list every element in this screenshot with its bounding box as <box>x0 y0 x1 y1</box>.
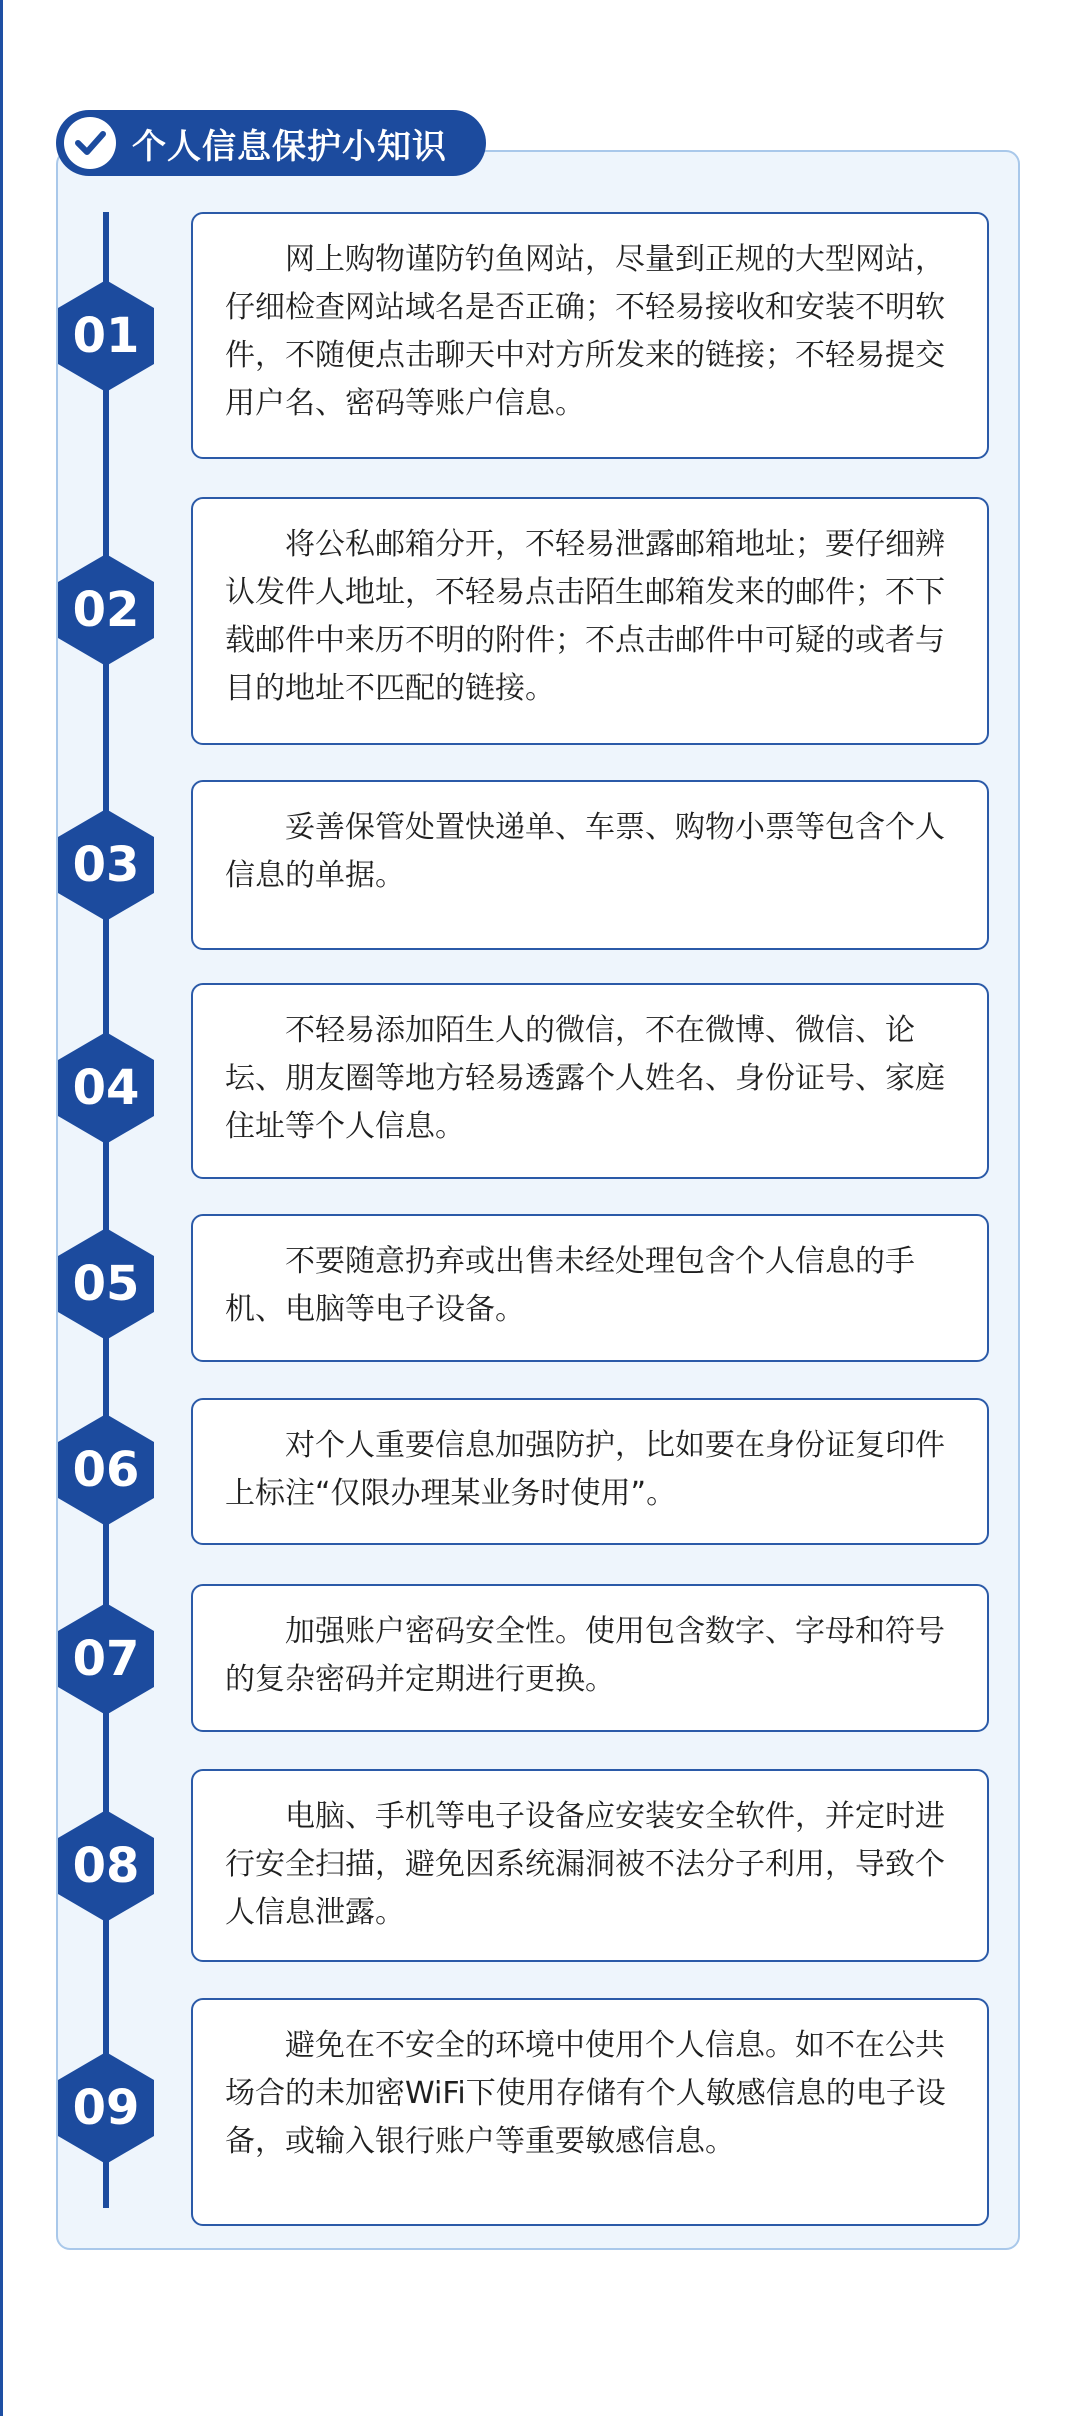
tip-text: 不轻易添加陌生人的微信，不在微博、微信、论坛、朋友圈等地方轻易透露个人姓名、身份证号、家庭住址等个人信息。 <box>225 1013 945 1144</box>
tip-text: 不要随意扔弃或出售未经处理包含个人信息的手机、电脑等电子设备。 <box>225 1244 915 1327</box>
item-number-badge <box>56 1030 156 1146</box>
page-left-edge-stripe <box>0 0 3 2416</box>
item-number-badge <box>56 807 156 923</box>
item-number-badge <box>56 1601 156 1717</box>
item-number: 02 <box>72 582 140 638</box>
tip-text: 将公私邮箱分开，不轻易泄露邮箱地址；要仔细辨认发件人地址，不轻易点击陌生邮箱发来的邮件；不下载邮件中来历不明的附件；不点击邮件中可疑的或者与目的地址不匹配的链接。 <box>225 527 945 706</box>
item-number-badge <box>56 1226 156 1342</box>
item-number-badge <box>56 1808 156 1924</box>
tip-card <box>191 1769 989 1962</box>
tip-text: 电脑、手机等电子设备应安装安全软件，并定时进行安全扫描，避免因系统漏洞被不法分子利用，导致个人信息泄露。 <box>225 1799 945 1930</box>
checkmark-icon <box>64 117 116 169</box>
tip-text: 加强账户密码安全性。使用包含数字、字母和符号的复杂密码并定期进行更换。 <box>225 1614 945 1697</box>
page-title: 个人信息保护小知识 <box>132 126 447 167</box>
tip-card <box>191 780 989 950</box>
item-number-badge <box>56 552 156 668</box>
item-number-badge <box>56 1412 156 1528</box>
item-number: 04 <box>72 1060 140 1116</box>
item-number: 06 <box>72 1442 140 1498</box>
tip-card <box>191 1214 989 1362</box>
tip-card <box>191 1998 989 2226</box>
item-number: 08 <box>72 1838 140 1894</box>
item-number: 09 <box>72 2080 140 2136</box>
tip-card <box>191 1398 989 1545</box>
tip-text: 妥善保管处置快递单、车票、购物小票等包含个人信息的单据。 <box>225 810 945 893</box>
tip-text: 对个人重要信息加强防护，比如要在身份证复印件上标注“仅限办理某业务时使用”。 <box>225 1428 945 1511</box>
tip-text: 网上购物谨防钓鱼网站，尽量到正规的大型网站，仔细检查网站域名是否正确；不轻易接收和安装不明软件，不随便点击聊天中对方所发来的链接；不轻易提交用户名、密码等账户信息。 <box>225 242 945 421</box>
tip-card <box>191 983 989 1179</box>
tip-text: 避免在不安全的环境中使用个人信息。如不在公共场合的未加密WiFi下使用存储有个人敏感信息的电子设备，或输入银行账户等重要敏感信息。 <box>225 2028 946 2159</box>
tip-card <box>191 497 989 745</box>
tip-card <box>191 212 989 459</box>
item-number-badge <box>56 278 156 394</box>
tip-card <box>191 1584 989 1732</box>
item-number-badge <box>56 2050 156 2166</box>
item-number: 03 <box>72 837 140 893</box>
item-number: 05 <box>72 1256 140 1312</box>
item-number: 01 <box>72 308 140 364</box>
title-badge <box>56 110 486 176</box>
item-number: 07 <box>72 1631 140 1687</box>
